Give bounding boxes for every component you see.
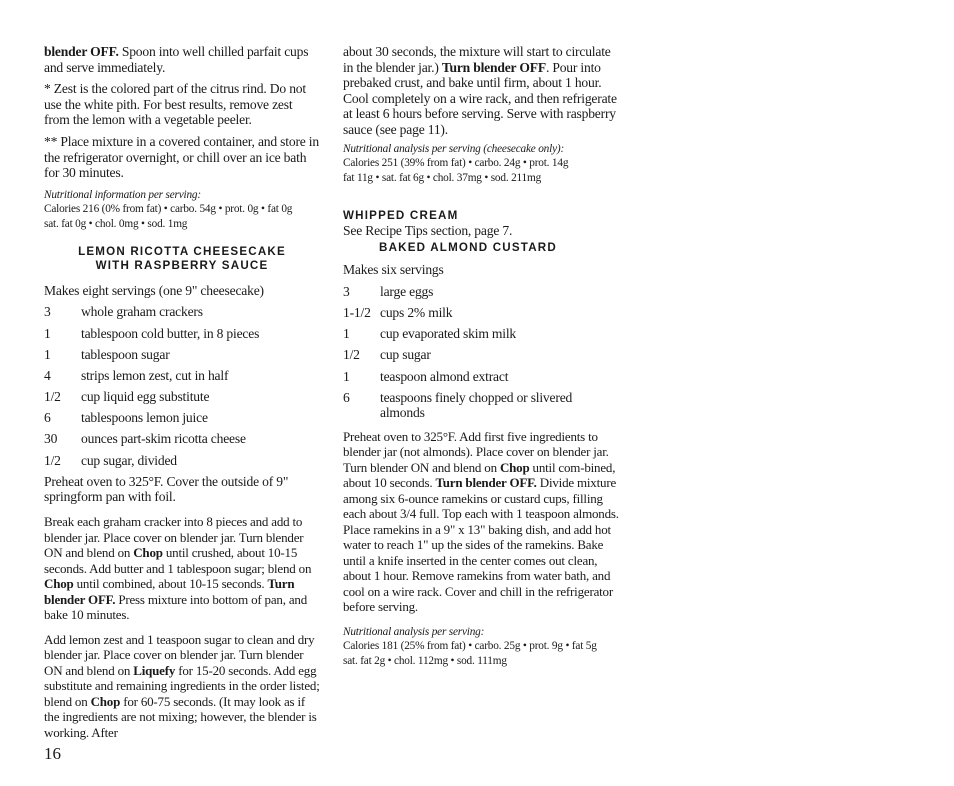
ingredient-qty: 3 xyxy=(343,283,350,299)
step-preheat: Preheat oven to 325°F. Cover the outside of 9" springform pan with foil. xyxy=(44,473,289,505)
nutrition-heading: Nutritional analysis per serving: xyxy=(343,625,485,638)
ingredient-qty: 3 xyxy=(44,304,51,320)
step-text: until crushed, about 10-15 seconds. Add butter and 1 tablespoon sugar; blend on xyxy=(44,545,312,576)
left-column xyxy=(44,44,320,746)
ingredient-item xyxy=(343,347,619,363)
ingredient-list xyxy=(44,304,320,468)
nutrition-line-1: Calories 216 (0% from fat) • carbo. 54g • prot. 0g • fat 0g xyxy=(44,202,293,215)
zest-note: * Zest is the colored part of the citrus rind. Do not use the white pith. For best results, remove zest from the lemon with a vegetable peeler. xyxy=(44,81,306,128)
step-bold: Turn blender OFF xyxy=(441,59,546,75)
ingredient-qty: 1 xyxy=(343,326,350,342)
custard-method xyxy=(343,429,619,615)
ingredient-item xyxy=(343,305,619,321)
custard-title: BAKED ALMOND CUSTARD xyxy=(379,240,557,254)
step-text: Break each graham cracker into 8 pieces and add to blender jar. Place cover on blender jar. Turn blender ON and blend on xyxy=(44,514,304,561)
nutrition-line-2: sat. fat 2g • chol. 112mg • sod. 111mg xyxy=(343,654,507,667)
ingredient-desc: ounces part-skim ricotta cheese xyxy=(81,431,246,447)
ingredient-desc: strips lemon zest, cut in half xyxy=(81,367,229,383)
page-number: 16 xyxy=(44,744,61,763)
recipe-title-line-1: LEMON RICOTTA CHEESECAKE xyxy=(78,244,286,258)
step-text: Press mixture into bottom of pan, and bake 10 minutes. xyxy=(44,591,307,623)
ingredient-item xyxy=(44,453,320,469)
step-text: until com-bined, about 10 seconds. xyxy=(343,459,616,491)
intro-text: Spoon into well chilled parfait cups and serve immediately. xyxy=(44,44,309,75)
ingredient-desc: teaspoons finely chopped or slivered almonds xyxy=(380,389,573,421)
step-bold: Turn blender OFF. xyxy=(44,576,295,607)
ingredient-desc: cups 2% milk xyxy=(380,304,453,320)
ingredient-qty: 1 xyxy=(343,368,350,384)
intro-paragraph xyxy=(44,44,320,75)
nutrition-heading: Nutritional information per serving: xyxy=(44,188,201,201)
ingredient-qty: 1 xyxy=(44,346,51,362)
ingredient-desc: whole graham crackers xyxy=(81,304,203,320)
ingredient-qty: 30 xyxy=(44,431,58,447)
step-bold: Chop xyxy=(44,576,74,592)
step-continued xyxy=(343,44,619,138)
ingredient-item xyxy=(343,284,619,300)
nutrition-heading: Nutritional analysis per serving (cheesecake only): xyxy=(343,142,565,155)
ingredient-desc: cup sugar, divided xyxy=(81,452,177,468)
nutrition-line-2: fat 11g • sat. fat 6g • chol. 37mg • sod. 211mg xyxy=(343,171,542,184)
storage-note: ** Place mixture in a covered container, and store in the refrigerator overnight, or chill over an ice bath for 30 minutes. xyxy=(44,133,319,181)
step-text: Divide mixture among six 6-ounce ramekins or custard cups, filling each about 3/4 full. Top each with 1 teaspoon almonds. Place ramekins in a 9" x 13" baking dish, and add hot water to reach 1" up the sides of the ramekins. Bake until a knife inserted in the center comes out clean, about 1 hour. Remove ramekins from water bath, and cool on a wire rack. Cover and chill in the refrigerator before serving. xyxy=(343,475,619,615)
ingredient-item xyxy=(44,410,320,426)
ingredient-item xyxy=(44,431,320,447)
intro-bold: blender OFF. xyxy=(44,44,119,59)
ingredient-qty: 1/2 xyxy=(343,347,360,363)
step-text: for 60-75 seconds. (It may look as if the ingredients are not mixing; however, the blender is working. After xyxy=(44,693,317,740)
ingredient-desc: cup liquid egg substitute xyxy=(81,389,210,405)
ingredient-desc: large eggs xyxy=(380,283,434,299)
ingredient-qty: 6 xyxy=(343,389,350,405)
recipe-title-line-2: WITH RASPBERRY SAUCE xyxy=(95,259,269,273)
whipped-cream-text: See Recipe Tips section, page 7. xyxy=(343,223,513,239)
ingredient-qty: 1/2 xyxy=(44,452,61,468)
ingredient-desc: cup evaporated skim milk xyxy=(380,326,517,342)
step-text: about 30 seconds, the mixture will start to circulate in the blender jar.) xyxy=(343,44,611,75)
ingredient-item xyxy=(44,326,320,342)
step-filling xyxy=(44,632,320,741)
ingredient-qty: 1/2 xyxy=(44,389,61,405)
ingredient-desc: tablespoons lemon juice xyxy=(81,410,208,426)
step-text: Preheat oven to 325°F. Add first five ingredients to blender jar (not almonds). Place cover on blender jar. Turn blender ON and blend on xyxy=(343,428,609,475)
step-text: for 15-20 seconds. Add egg substitute and remaining ingredients in the order listed; blend on xyxy=(44,662,320,709)
ingredient-desc: cup sugar xyxy=(380,347,431,363)
ingredient-qty: 1 xyxy=(44,325,51,341)
ingredient-item xyxy=(44,304,320,320)
ingredient-desc: tablespoon cold butter, in 8 pieces xyxy=(81,325,260,341)
step-text: . Pour into prebaked crust, and bake until firm, about 1 hour. Cool completely on a wire rack, and then refrigerate at least 6 hours before serving. Serve with raspberry sauce (see page 11). xyxy=(343,59,617,137)
ingredient-item xyxy=(44,368,320,384)
servings-text: Makes six servings xyxy=(343,262,444,278)
ingredient-qty: 1-1/2 xyxy=(343,304,371,320)
ingredient-item xyxy=(44,389,320,405)
step-bold: Liquefy xyxy=(133,662,176,678)
step-bold: Turn blender OFF. xyxy=(435,475,537,491)
servings-text: Makes eight servings (one 9" cheesecake) xyxy=(44,282,264,298)
ingredient-item xyxy=(44,347,320,363)
step-bold: Chop xyxy=(133,545,163,561)
step-bold: Chop xyxy=(90,693,121,709)
nutrition-line-1: Calories 251 (39% from fat) • carbo. 24g • prot. 14g xyxy=(343,156,569,169)
ingredient-list xyxy=(343,284,619,421)
step-text: until combined, about 10-15 seconds. xyxy=(73,576,268,592)
ingredient-desc: tablespoon sugar xyxy=(81,346,170,362)
step-crust xyxy=(44,514,320,623)
right-column xyxy=(343,44,619,669)
ingredient-item xyxy=(343,390,619,421)
nutrition-line-1: Calories 181 (25% from fat) • carbo. 25g • prot. 9g • fat 5g xyxy=(343,639,597,652)
step-bold: Chop xyxy=(499,459,530,475)
nutrition-line-2: sat. fat 0g • chol. 0mg • sod. 1mg xyxy=(44,217,188,230)
ingredient-qty: 6 xyxy=(44,410,51,426)
ingredient-qty: 4 xyxy=(44,367,51,383)
ingredient-item xyxy=(343,326,619,342)
whipped-cream-title: WHIPPED CREAM xyxy=(343,208,459,222)
step-text: Add lemon zest and 1 teaspoon sugar to clean and dry blender jar. Place cover on blender jar. Turn blender ON and blend on xyxy=(44,631,315,678)
ingredient-desc: teaspoon almond extract xyxy=(380,368,509,384)
ingredient-item xyxy=(343,369,619,385)
